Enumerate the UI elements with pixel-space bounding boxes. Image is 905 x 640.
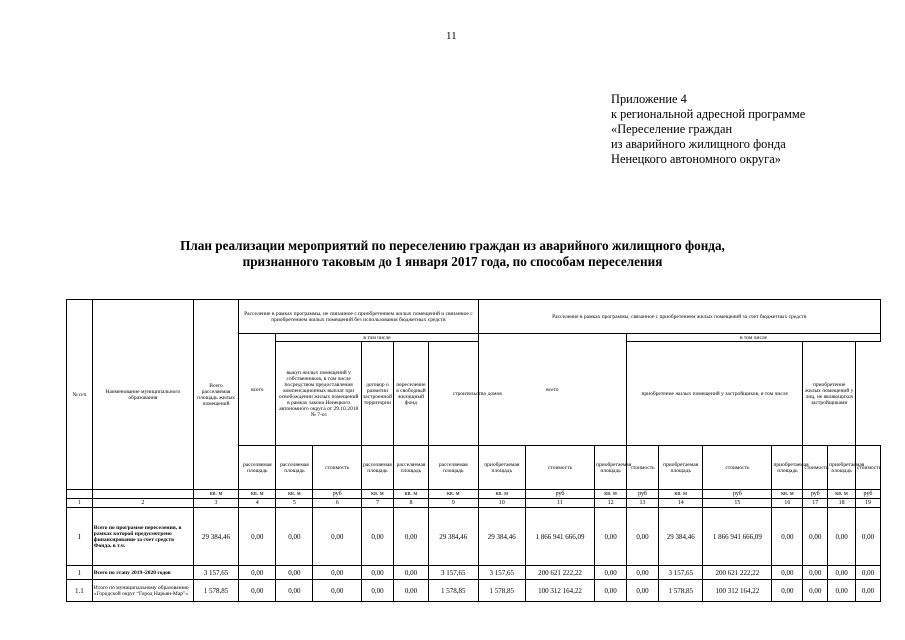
column-number: 8 [393,499,428,508]
header-area-resettled: расселяемая площадь [428,446,478,490]
unit-cell: руб [703,490,772,499]
header-cost: стоимость [703,446,772,490]
header-area-reset: расселяемая площадь [276,446,313,490]
unit-cell: руб [855,490,880,499]
unit-cell: руб [313,490,361,499]
row-value: 100 312 164,22 [703,580,772,602]
row-value: 0,00 [595,566,627,580]
header-area-short: приобретаемая площадь [595,446,627,490]
appendix-line: к региональной адресной программе [611,107,806,121]
table-row [67,508,881,566]
row-value: 0,00 [803,580,828,602]
row-value: 0,00 [627,508,659,566]
unit-cell: кв. м [239,490,276,499]
row-value: 29 384,46 [428,508,478,566]
header-num: № п/п [67,300,93,490]
header-cost-short: стоимость [803,446,828,490]
row-value: 0,00 [239,566,276,580]
row-number: I [67,508,93,566]
row-value: 29 384,46 [478,508,525,566]
row-value: 0,00 [828,508,856,566]
header-purchase-nondev: приобретение жилых помещений у лиц, не являющихся застройщиками [803,342,856,446]
column-number: 7 [361,499,393,508]
row-value: 0,00 [393,566,428,580]
row-value: 0,00 [239,508,276,566]
row-value: 1 578,85 [428,580,478,602]
unit-cell: кв. м [276,490,313,499]
row-value: 0,00 [803,566,828,580]
header-free-fund: переселение в свободный жилищный фонд [393,342,428,446]
row-value: 1 578,85 [659,580,703,602]
appendix-line: Ненецкого автономного округа» [611,152,781,166]
unit-cell: руб [627,490,659,499]
title-line: признанного таковым до 1 января 2017 года, по способам переселения [242,254,663,269]
resettlement-plan-table [66,299,881,602]
column-number: 6 [313,499,361,508]
row-value: 0,00 [313,508,361,566]
column-number: 19 [855,499,880,508]
table-body [67,508,881,602]
column-number: 5 [276,499,313,508]
column-number: 17 [803,499,828,508]
column-number: 15 [703,499,772,508]
header-area-short: приобретаемая площадь [828,446,856,490]
unit-cell: кв. м [428,490,478,499]
column-number: 1 [67,499,93,508]
column-number: 16 [772,499,803,508]
row-value: 3 157,65 [478,566,525,580]
row-value: 100 312 164,22 [525,580,594,602]
header-area-short: приобретаемая площадь [772,446,803,490]
header-total-area: Всего расселяемая площадь жилых помещений [193,300,238,490]
unit-cell: руб [803,490,828,499]
row-value: 29 384,46 [659,508,703,566]
row-value: 0,00 [276,580,313,602]
unit-cell: кв. м [595,490,627,499]
column-number: 2 [92,499,193,508]
header-buyout: выкуп жилых помещений у собственников, в том числе посредством предоставления компенсационных выплат при освобождении жилых помещений в рамках закона Ненецкого автономного округа от 29.10.2018 № 7-оз [276,342,362,446]
row-number: 1.1 [67,580,93,602]
column-number: 9 [428,499,478,508]
units-row [67,490,881,499]
table-row [67,580,881,602]
header-group-a: Расселение в рамках программы, не связанное с приобретением жилых помещений и связанное с приобретением жилых помещений без использования бюджетных средств [239,300,478,334]
header-a-in-that-number: в том числе [276,334,478,342]
row-name: Итого по муниципальному образованию «Городской округ “Город Нарьян-Мар”» [92,580,193,602]
row-value: 0,00 [276,566,313,580]
row-value: 0,00 [772,566,803,580]
row-value: 0,00 [855,580,880,602]
row-number: 1 [67,566,93,580]
row-value: 0,00 [772,580,803,602]
row-value: 3 157,65 [659,566,703,580]
column-number: 3 [193,499,238,508]
unit-cell [92,490,193,499]
row-value: 0,00 [239,580,276,602]
row-value: 0,00 [393,508,428,566]
column-number: 11 [525,499,594,508]
appendix-line: Приложение 4 [611,92,687,106]
title-line: План реализации мероприятий по переселению граждан из аварийного жилищного фонда, [180,238,725,253]
row-value: 200 621 222,22 [703,566,772,580]
appendix-caption [611,92,805,167]
header-construction: строительство домов [428,342,525,446]
header-cost-short: стоимость [855,446,880,490]
unit-cell: кв. м [659,490,703,499]
unit-cell: кв. м [478,490,525,499]
row-value: 0,00 [828,566,856,580]
column-number: 4 [239,499,276,508]
row-value: 200 621 222,22 [525,566,594,580]
header-purchase-dev: приобретение жилых помещений у застройщиков, в том числе [627,342,803,446]
row-value: 0,00 [855,566,880,580]
row-value: 0,00 [828,580,856,602]
column-number: 14 [659,499,703,508]
header-group-b: Расселение в рамках программы, связанное с приобретением жилых помещений за счет бюджетных средств [478,300,880,334]
row-value: 3 157,65 [428,566,478,580]
row-value: 0,00 [627,580,659,602]
row-value: 0,00 [595,580,627,602]
table-row [67,566,881,580]
unit-cell: кв. м [361,490,393,499]
header-area-purchased: приобретаемая площадь [478,446,525,490]
unit-cell: кв. м [772,490,803,499]
page-number: 11 [446,30,457,42]
row-value: 0,00 [361,566,393,580]
column-number-row [67,499,881,508]
unit-cell: кв. м [393,490,428,499]
row-value: 0,00 [772,508,803,566]
row-value: 1 866 941 666,09 [525,508,594,566]
row-name: Всего по этапу 2019–2020 годов [92,566,193,580]
row-value: 0,00 [313,580,361,602]
header-cost-short: стоимость [627,446,659,490]
column-number: 10 [478,499,525,508]
row-value: 1 578,85 [193,580,238,602]
row-value: 1 578,85 [478,580,525,602]
row-value: 3 157,65 [193,566,238,580]
unit-cell: руб [525,490,594,499]
row-value: 0,00 [276,508,313,566]
column-number: 18 [828,499,856,508]
column-number: 13 [627,499,659,508]
unit-cell: кв. м [828,490,856,499]
header-area-reset: расселяемая площадь [361,446,393,490]
document-title [120,238,785,270]
row-value: 1 866 941 666,09 [703,508,772,566]
row-value: 0,00 [627,566,659,580]
appendix-line: из аварийного жилищного фонда [611,137,786,151]
header-mo-name: Наименование муниципального образования [92,300,193,490]
header-b-in-that-number: в том числе [627,334,881,342]
column-number: 12 [595,499,627,508]
header-developer: договор о развитии застроенной территории [361,342,393,446]
unit-cell [67,490,93,499]
header-cost: стоимость [525,446,594,490]
unit-cell: кв. м [193,490,238,499]
appendix-line: «Переселение граждан [611,122,733,136]
row-value: 0,00 [855,508,880,566]
header-area-reset: расселяемая площадь [393,446,428,490]
row-value: 0,00 [361,580,393,602]
row-value: 0,00 [393,580,428,602]
row-value: 0,00 [313,566,361,580]
row-value: 0,00 [595,508,627,566]
header-b-vsego: всего [478,334,627,446]
header-cost: стоимость [313,446,361,490]
header-area-reset: расселяемая площадь [239,446,276,490]
row-value: 29 384,46 [193,508,238,566]
header-a-vsego: всего [239,334,276,446]
header-area-short: приобретаемая площадь [659,446,703,490]
row-name: Всего по программе переселения, в рамках которой предусмотрено финансирование за счет средств Фонда, в т.ч. [92,508,193,566]
row-value: 0,00 [803,508,828,566]
row-value: 0,00 [361,508,393,566]
